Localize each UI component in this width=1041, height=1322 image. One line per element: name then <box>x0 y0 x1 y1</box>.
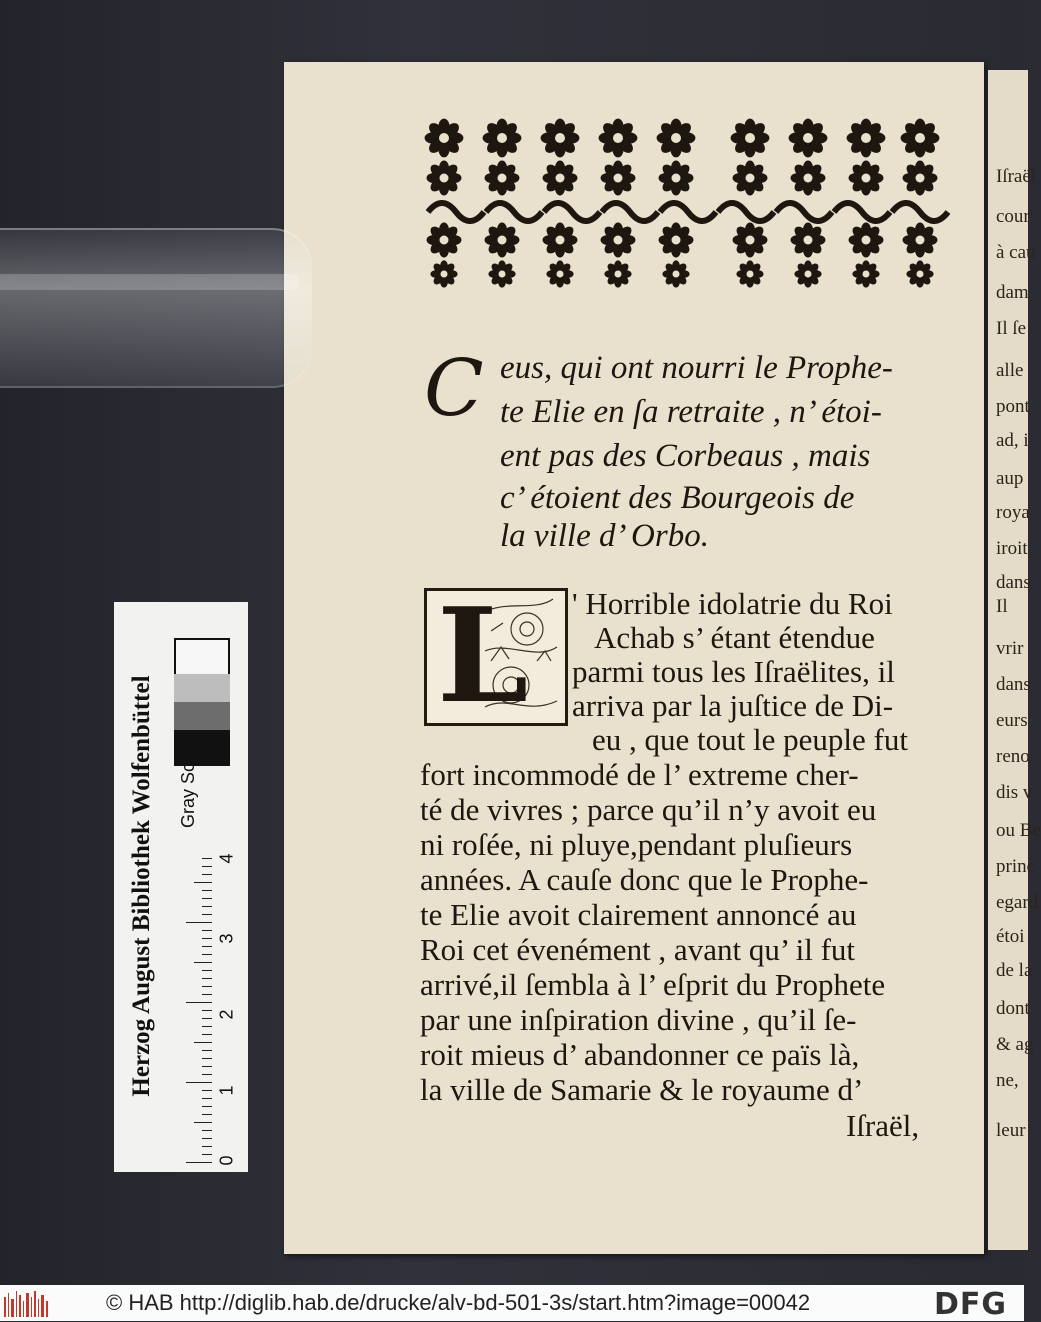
ruler-tick <box>186 1002 212 1003</box>
copyright-url[interactable]: © HAB http://diglib.hab.de/drucke/alv-bd-501-3s/start.htm?image=00042 <box>106 1290 811 1315</box>
flower-ornament <box>791 223 826 258</box>
ruler-number-4: 4 <box>216 853 237 864</box>
ruler-tick <box>194 1122 212 1123</box>
flower-ornament <box>485 223 520 258</box>
facing-page-word: alle <box>996 360 1024 381</box>
ruler-tick <box>202 970 212 971</box>
facing-page-word: egard <box>996 892 1039 913</box>
scroll-ornament <box>718 203 774 221</box>
library-name: Herzog August Bibliothek Wolfenbüttel <box>128 675 155 1097</box>
ruler-tick <box>186 922 212 923</box>
facing-page-word: ne, <box>996 1070 1019 1091</box>
ruler-tick <box>194 962 212 963</box>
flower-ornament <box>425 119 464 158</box>
body-line: arriva par la juſtice de Di- <box>572 688 894 723</box>
scroll-ornament <box>834 203 890 221</box>
ruler-tick <box>186 1162 212 1163</box>
scroll-ornament <box>428 203 484 221</box>
flower-ornament <box>852 260 879 287</box>
flower-ornament <box>733 223 768 258</box>
flower-ornament <box>849 223 884 258</box>
headnote-line: la ville d’ Orbo. <box>500 518 709 554</box>
body-line: ni roſée, ni pluye,pendant pluſieurs <box>420 827 853 862</box>
ruler-tick <box>186 1082 212 1083</box>
flower-ornament <box>901 119 940 158</box>
ruler-tick <box>202 1098 212 1099</box>
flower-ornament <box>546 260 573 287</box>
facing-page-word: cour <box>996 206 1030 227</box>
ruler-tick <box>202 1066 212 1067</box>
gray-swatch-mid <box>174 702 230 732</box>
ruler-tick <box>202 906 212 907</box>
ruler-tick <box>202 978 212 979</box>
body-line: Roi cet évenément , avant qu’ il fut <box>420 932 855 967</box>
flower-ornament <box>541 119 580 158</box>
flower-ornament <box>847 119 886 158</box>
flower-ornament <box>662 260 689 287</box>
facing-page-word: & ag <box>996 1034 1034 1055</box>
facing-page-word: étoi <box>996 926 1025 947</box>
scroll-ornament <box>776 203 832 221</box>
headnote-line: eus, qui ont nourri le Prophe- <box>500 350 893 386</box>
flower-ornament <box>736 260 763 287</box>
decorated-initial <box>424 579 568 732</box>
body-line: années. A cauſe donc que le Prophe- <box>420 862 869 897</box>
flower-ornament <box>659 223 694 258</box>
flower-ornament <box>488 260 515 287</box>
ornament-band <box>420 116 942 288</box>
ruler-tick <box>194 1042 212 1043</box>
ruler-tick <box>202 994 212 995</box>
flower-ornament <box>903 161 938 196</box>
facing-page-word: ou Be <box>996 820 1041 841</box>
ruler-tick <box>202 1114 212 1115</box>
flower-ornament <box>657 119 696 158</box>
scroll-ornament <box>602 203 658 221</box>
facing-page-word: leur <box>996 1120 1026 1141</box>
flower-ornament <box>733 161 768 196</box>
ruler-tick <box>202 1138 212 1139</box>
ruler-tick <box>202 946 212 947</box>
flower-ornament <box>659 161 694 196</box>
body-line: té de vivres ; parce qu’il n’y avoit eu <box>420 792 877 827</box>
flower-ornament <box>789 119 828 158</box>
body-line: la ville de Samarie & le royaume d’ <box>420 1072 864 1107</box>
flower-ornament <box>794 260 821 287</box>
facing-page-word: pont <box>996 396 1030 417</box>
facing-page-edge <box>988 70 1041 1250</box>
ruler-tick <box>202 890 212 891</box>
facing-page-word: aup <box>996 468 1024 489</box>
flower-ornament <box>599 119 638 158</box>
facing-page-word: dans <box>996 674 1031 695</box>
ruler-number-0: 0 <box>216 1155 237 1166</box>
glass-page-clamp <box>0 228 312 388</box>
ruler-tick <box>202 986 212 987</box>
facing-page-word: dans <box>996 572 1031 593</box>
facing-page-word: à cau <box>996 242 1036 263</box>
scroll-ornament <box>544 203 600 221</box>
flower-ornament <box>849 161 884 196</box>
ruler-tick <box>202 1034 212 1035</box>
body-line: par une inſpiration divine , qu’il ſe- <box>420 1002 857 1037</box>
facing-page-word: princ <box>996 856 1036 877</box>
body-line: eu , que tout le peuple fut <box>592 722 908 757</box>
facing-page-word: iroit <box>996 538 1028 559</box>
scroll-ornament <box>486 203 542 221</box>
ruler-tick <box>202 1018 212 1019</box>
ruler-tick <box>202 1154 212 1155</box>
ruler-tick <box>202 1146 212 1147</box>
facing-page-word: dont <box>996 998 1030 1019</box>
ruler-tick <box>202 1130 212 1131</box>
ruler-tick <box>202 930 212 931</box>
facing-page-word: ad, i <box>996 430 1029 451</box>
ruler-number-2: 2 <box>216 1009 237 1020</box>
flower-ornament <box>483 119 522 158</box>
facing-page-word: vrir <box>996 638 1024 659</box>
ruler-tick <box>202 1106 212 1107</box>
ruler-tick <box>202 858 212 859</box>
footer-bar <box>0 1285 1024 1321</box>
facing-page-word: dis v <box>996 782 1033 803</box>
facing-page-word: Il <box>996 596 1008 617</box>
flower-ornament <box>903 223 938 258</box>
scroll-ornament <box>660 203 716 221</box>
body-line: te Elie avoit clairement annoncé au <box>420 897 857 932</box>
flower-ornament <box>731 119 770 158</box>
flower-ornament <box>485 161 520 196</box>
facing-page-word: Iſraël <box>996 166 1037 187</box>
dfg-logo: DFG <box>934 1287 1008 1322</box>
headnote-line: c’ étoient des Bourgeois de <box>500 480 855 516</box>
body-line: ' Horrible idolatrie du Roi <box>572 586 893 621</box>
facing-page-word: Il ſe <box>996 318 1027 339</box>
flower-ornament <box>906 260 933 287</box>
initial-letter: L <box>437 579 529 732</box>
flower-ornament <box>543 223 578 258</box>
ruler-tick <box>202 898 212 899</box>
hab-barcode-logo <box>4 1291 48 1317</box>
ruler-tick <box>202 954 212 955</box>
ruler-tick <box>202 874 212 875</box>
ruler-tick <box>202 1010 212 1011</box>
flower-ornament <box>427 161 462 196</box>
ruler-tick <box>202 1074 212 1075</box>
facing-page-word: roya <box>996 502 1030 523</box>
facing-page-word: eurs <box>996 710 1028 731</box>
catchword: Iſraël, <box>846 1108 920 1143</box>
facing-page-word: de la <box>996 960 1033 981</box>
flower-ornament <box>427 223 462 258</box>
flower-ornament <box>543 161 578 196</box>
body-line: arrivé,il ſembla à l’ eſprit du Prophete <box>420 967 886 1002</box>
ruler-number-3: 3 <box>216 933 237 944</box>
flower-ornament <box>791 161 826 196</box>
body-line: roit mieus d’ abandonner ce païs là, <box>420 1037 860 1072</box>
flower-ornament <box>601 161 636 196</box>
facing-page-word: reno <box>996 746 1030 767</box>
ruler-number-1: 1 <box>216 1085 237 1096</box>
ruler-tick <box>202 866 212 867</box>
ruler-tick <box>202 914 212 915</box>
facing-page-word: dam <box>996 282 1029 303</box>
ruler-tick <box>202 1090 212 1091</box>
ruler-tick <box>202 938 212 939</box>
ruler-tick <box>202 1050 212 1051</box>
flower-ornament <box>601 223 636 258</box>
gray-scale-ruler <box>114 602 248 1172</box>
headnote-line: ent pas des Corbeaus , mais <box>500 438 871 474</box>
ruler-tick <box>202 1058 212 1059</box>
gray-scale-label: Gray Scale <box>178 738 198 828</box>
ruler-tick <box>194 882 212 883</box>
body-line: fort incommodé de l’ extreme cher- <box>420 757 859 792</box>
flower-ornament <box>430 260 457 287</box>
body-line: Achab s’ étant étendue <box>594 620 875 655</box>
body-line: parmi tous les Iſraëlites, il <box>572 654 895 689</box>
gray-swatch-light <box>174 674 230 704</box>
scroll-ornament <box>892 203 948 221</box>
headnote-initial: C <box>424 344 484 434</box>
headnote-line: te Elie en ſa retraite , n’ étoi- <box>500 394 882 430</box>
flower-ornament <box>604 260 631 287</box>
ruler-tick <box>202 1026 212 1027</box>
